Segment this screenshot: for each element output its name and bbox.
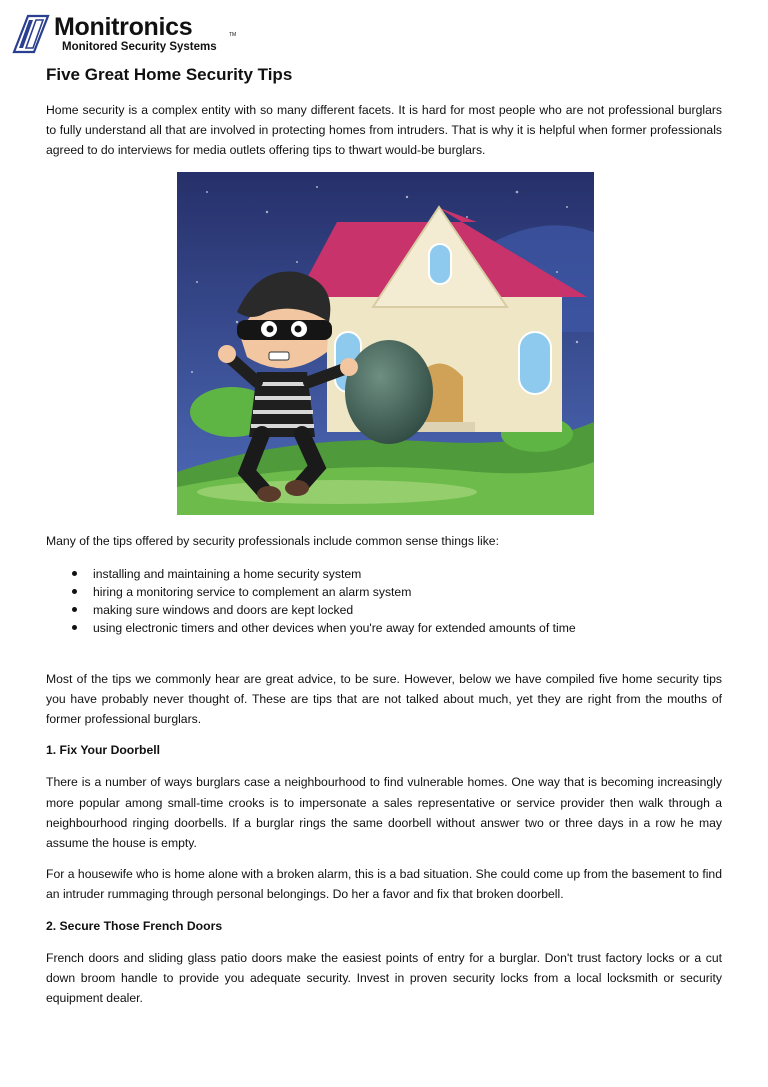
trademark-mark: TM (229, 32, 237, 38)
french-doors-paragraph: French doors and sliding glass patio doors make the easiest points of entry for a burglar. Don't trust factory locks or a cut down broom handle to provide you adequate security. Invest in proven security locks from a local locksmith or security equipment dealer. (46, 950, 722, 1006)
list-item: hiring a monitoring service to complement an alarm system (46, 583, 722, 601)
intro-paragraph: Home security is a complex entity with so many different facets. It is hard for most people who are not professional burglars to fully understand all that are involved in protecting homes from intruders. That is why it is helpful when former professionals agreed to do interviews for media outlets offering tips to thwart would-be burglars. (46, 103, 722, 158)
loot-bag (345, 340, 433, 444)
list-item: making sure windows and doors are kept locked (46, 601, 722, 619)
tips-list (46, 565, 722, 637)
section-heading-french-doors: 2. Secure Those French Doors (46, 918, 223, 933)
list-item: using electronic timers and other devices when you're away for extended amounts of time (46, 619, 722, 637)
monitronics-logo-icon (10, 14, 50, 54)
section-heading-doorbell: 1. Fix Your Doorbell (46, 743, 160, 758)
tips-intro-paragraph: Many of the tips offered by security professionals include common sense things like: (46, 533, 499, 548)
burglar-illustration (177, 172, 594, 515)
brand-tagline: Monitored Security Systems (62, 41, 217, 53)
document-body (46, 64, 722, 1008)
page-title: Five Great Home Security Tips (46, 65, 293, 84)
brand-logo (10, 12, 240, 56)
list-item: installing and maintaining a home security system (46, 565, 722, 583)
doorbell-paragraph-1: There is a number of ways burglars case a neighbourhood to find vulnerable homes. One way that is becoming increasingly more popular among small-time crooks is to impersonate a sales representative or service provider then walk through a neighbourhood ringing doorbells. If a burglar rings the same doorbell without answer two or three days in a row he may assume the house is empty. (46, 775, 722, 851)
brand-name: Monitronics (54, 13, 193, 41)
doorbell-paragraph-2: For a housewife who is home alone with a broken alarm, this is a bad situation. She could come up from the basement to find an intruder rummaging through personal belongings. Do her a favor and fix that broken doorbell. (46, 867, 722, 902)
compiled-tips-paragraph: Most of the tips we commonly hear are great advice, to be sure. However, below we have compiled five home security tips you have probably never thought of. These are tips that are not talked about much, yet they are right from the mouths of former professional burglars. (46, 671, 722, 727)
